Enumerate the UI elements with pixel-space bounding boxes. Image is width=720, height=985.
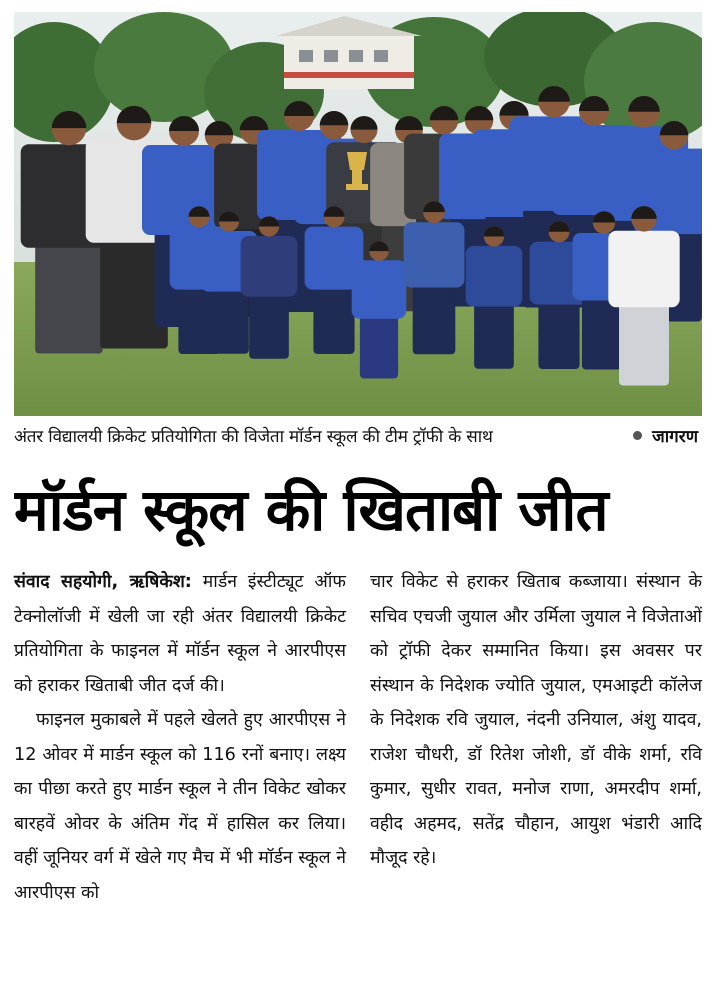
player-front-5 bbox=[404, 201, 465, 354]
photo-caption bbox=[14, 420, 702, 450]
source-label: जागरण bbox=[652, 426, 698, 447]
team-photo bbox=[14, 12, 702, 416]
article-column-left bbox=[14, 565, 346, 910]
players-group bbox=[21, 86, 702, 386]
headline: मॉर्डन स्कूल की खिताबी जीत bbox=[14, 476, 608, 544]
player-front-9 bbox=[608, 206, 679, 385]
paragraph-1-text: मार्डन इंस्टीट्यूट ऑफ टेक्नोलॉजी में खेली जा रही अंतर विद्यालयी क्रिकेट प्रतियोगिता के फाइनल में मॉर्डन स्कूल ने आरपीएस को हराकर खिताबी जीत दर्ज की। bbox=[14, 572, 346, 696]
caption-source bbox=[627, 424, 702, 447]
paragraph-2: फाइनल मुकाबले में पहले खेलते हुए आरपीएस ने 12 ओवर में मार्डन स्कूल को 116 रनों बनाए। लक्ष्य का पीछा करते हुए मार्डन स्कूल ने तीन विकेट खोकर बारहवें ओवर के अंतिम गेंद में हासिल कर लिया। वहीं जूनियर वर्ग में खेले गए मैच में भी मॉर्डन स्कूल ने आरपीएस को bbox=[14, 710, 346, 903]
player-front-4 bbox=[352, 241, 407, 378]
article-column-right bbox=[370, 565, 702, 876]
bullet-dot-icon bbox=[633, 431, 642, 440]
player-front-6 bbox=[466, 226, 523, 368]
caption-text: अंतर विद्यालयी क्रिकेट प्रतियोगिता की विजेता मॉर्डन स्कूल की टीम ट्रॉफी के साथ bbox=[14, 426, 493, 447]
player-front-2 bbox=[241, 216, 298, 358]
paragraph-3: चार विकेट से हराकर खिताब कब्जाया। संस्थान के सचिव एचजी जुयाल और उर्मिला जुयाल ने विजेताओं को ट्रॉफी देकर सम्मानित किया। इस अवसर पर संस्थान के निदेशक ज्योति जुयाल, एमआइटी कॉलेज के निदेशक रवि जुयाल, नंदनी उनियाल, अंशु यादव, राजेश चौधरी, डॉ रितेश जोशी, डॉ वीके शर्मा, रवि कुमार, सुधीर रावत, मनोज राणा, अमरदीप शर्मा, वहीद अहमद, सतेंद्र चौहान, आयुश भंडारी आदि मौजूद रहे। bbox=[370, 572, 702, 868]
dateline: संवाद सहयोगी, ऋषिकेश: bbox=[14, 572, 192, 592]
paragraph-1 bbox=[14, 565, 346, 703]
